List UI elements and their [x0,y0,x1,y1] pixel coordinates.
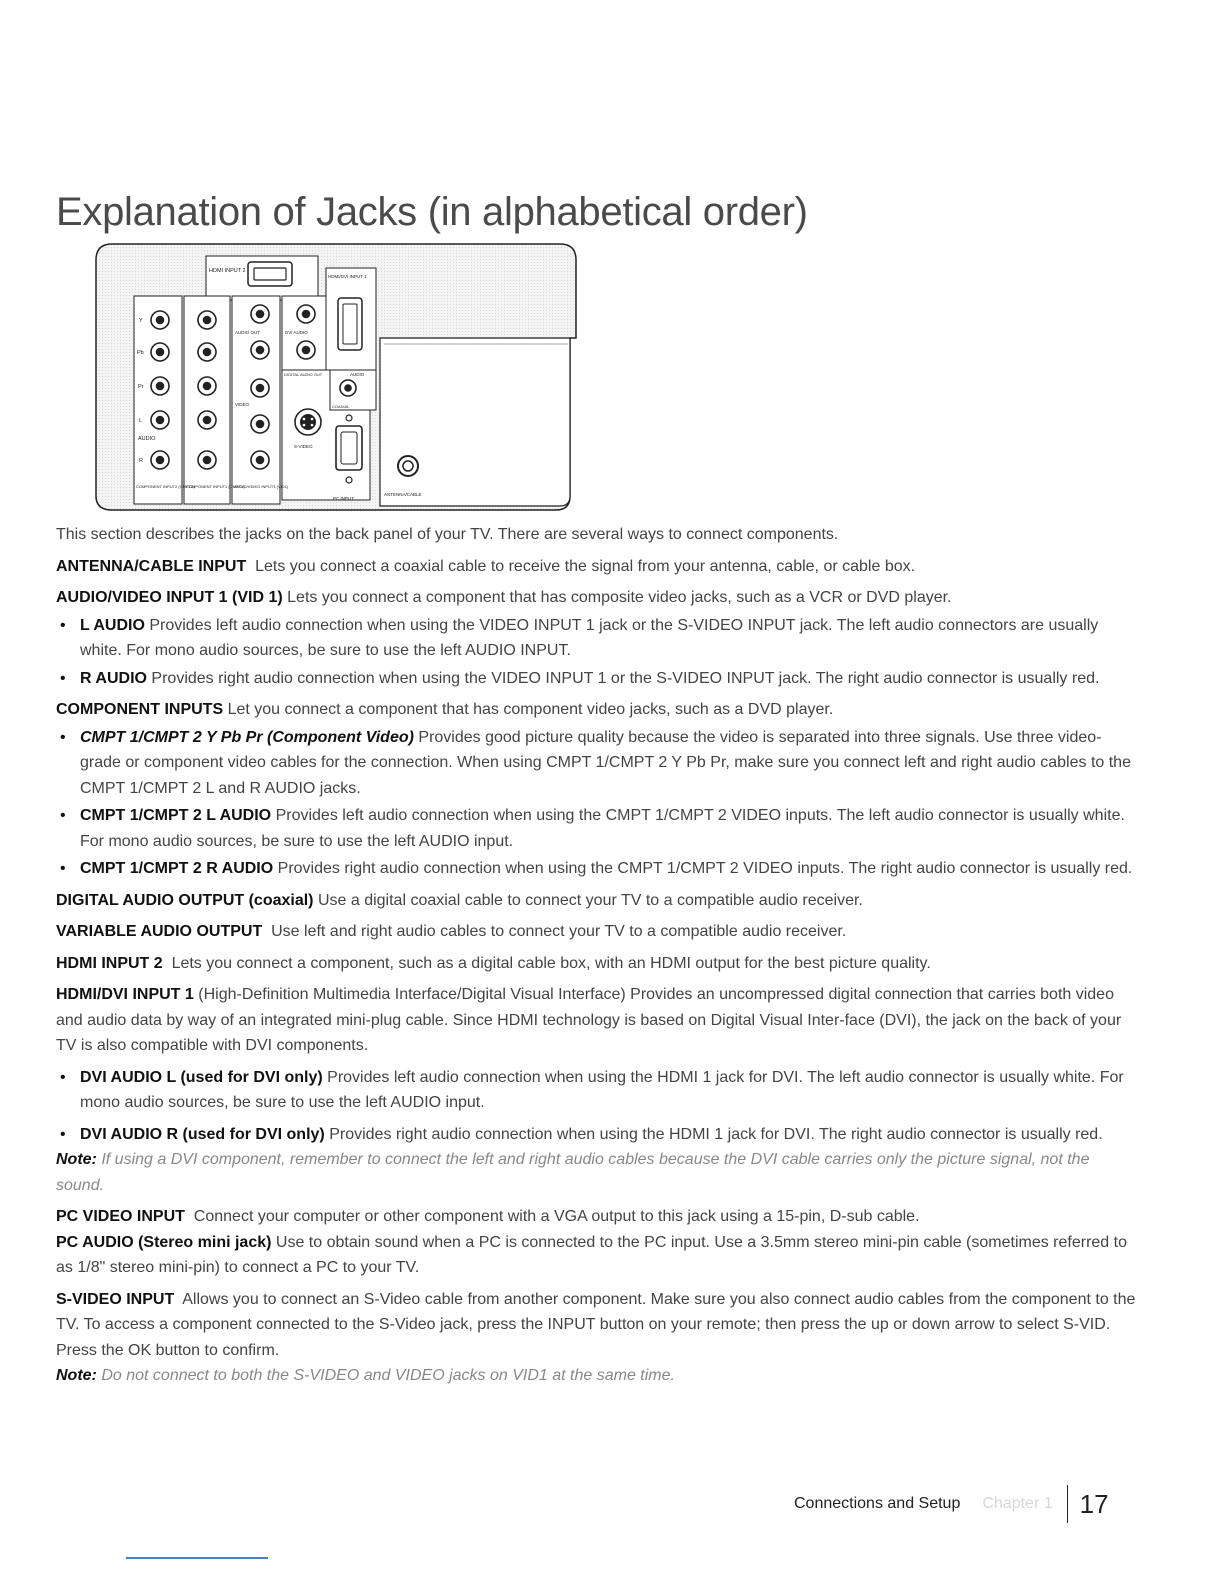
note-dvi: Note: If using a DVI component, remember to connect the left and right audio cables because the DVI cable carries only the picture signal, not the sound. [56,1151,1090,1194]
jack-r-label: R [139,458,143,464]
hdmi-input2-label: HDMI INPUT 2 [209,268,246,274]
entry-pc-audio: PC AUDIO (Stereo mini jack) Use to obtain sound when a PC is connected to the PC input. Use a 3.5mm stereo mini-pin cable (sometimes referred to as 1/8" stereo mini-pin) to connect a PC to your TV. [56,1233,1127,1276]
bullet-dvi-r: • DVI AUDIO R (used for DVI only) Provides right audio connection when using the HDMI 1 jack for DVI. The right audio connector is usually red. [56,1122,1136,1148]
entry-antenna: ANTENNA/CABLE INPUT Lets you connect a coaxial cable to receive the signal from your antenna, cable, or cable box. [56,557,916,575]
jack-descriptions [56,522,1136,1395]
entry-hdmi1: HDMI/DVI INPUT 1 (High-Definition Multimedia Interface/Digital Visual Interface) Provides an uncompressed digital connection that carries both video and audio data by way of an integrated mini-plug cable. Since HDMI technology is based on Digital Visual Inter-face (DVI), the jack on the back of your TV is also compatible with DVI components. [56,986,1122,1054]
digital-audio-out-label: DIGITAL AUDIO OUT [284,372,323,377]
entry-s-video: S-VIDEO INPUT Allows you to connect an S-Video cable from another component. Make sure you also connect audio cables from the component to the TV. To access a component connected to the S-Video jack, press the INPUT button on your remote; then press the up or down arrow to select S-VID. Press the OK button to confirm. [56,1290,1136,1359]
entry-audio-video: AUDIO/VIDEO INPUT 1 (VID 1) Lets you connect a component that has composite video jacks, such as a VCR or DVD player. [56,589,952,606]
jack-l-label: L [139,418,143,424]
footer-chapter: Chapter 1 [982,1495,1053,1512]
jack-y-label: Y [139,318,143,324]
antenna-cable-label: ANTENNA/CABLE [384,492,422,497]
hdmi-dvi-input1-label: HDMI/DVI INPUT 1 [328,274,367,279]
entry-label: AUDIO/VIDEO INPUT 1 (VID 1) [56,589,283,606]
audio-pc-label: AUDIO [350,372,365,377]
page-footer [794,1484,1109,1524]
bullet-cmpt-l-audio: • CMPT 1/CMPT 2 L AUDIO Provides left audio connection when using the CMPT 1/CMPT 2 VIDEO inputs. The left audio connector is usually white. For mono audio sources, be sure to use the left AUDIO input. [56,803,1136,854]
note-s-video: Note: Do not connect to both the S-VIDEO and VIDEO jacks on VID1 at the same time. [56,1367,675,1384]
entry-label: ANTENNA/CABLE INPUT [56,557,247,575]
entry-pc-video: PC VIDEO INPUT Connect your computer or other component with a VGA output to this jack using a 15-pin, D-sub cable. [56,1208,920,1225]
jack-pb-label: Pb [137,350,144,356]
entry-digital-audio: DIGITAL AUDIO OUTPUT (coaxial) Use a digital coaxial cable to connect your TV to a compatible audio receiver. [56,891,863,909]
jack-pr-label: Pr [138,384,144,390]
s-video-label: S-VIDEO [294,444,313,449]
bullet-l-audio: • L AUDIO Provides left audio connection when using the VIDEO INPUT 1 jack or the S-VIDEO INPUT jack. The left audio connectors are usually white. For mono audio sources, be sure to use the left AUDIO INPUT. [56,613,1136,664]
bullet-cmpt-video: • CMPT 1/CMPT 2 Y Pb Pr (Component Video) Provides good picture quality because the video is separated into three signals. Use three video-grade or component video cables for the connection. When using CMPT 1/CMPT 2 Y Pb Pr, make sure you connect left and right audio cables to the CMPT 1/CMPT 2 L and R AUDIO jacks. [56,725,1136,802]
video-label: VIDEO [235,402,250,407]
page-number: 17 [1079,1488,1109,1519]
bullet-dvi-l: • DVI AUDIO L (used for DVI only) Provides left audio connection when using the HDMI 1 jack for DVI. The left audio connector is usually white. For mono audio sources, be sure to use the left AUDIO input. [56,1065,1136,1116]
coaxial-label: COAXIAL [332,404,350,409]
audio-label-cmpt2: AUDIO [138,436,156,442]
entry-variable-audio: VARIABLE AUDIO OUTPUT Use left and right audio cables to connect your TV to a compatible audio receiver. [56,923,847,940]
pc-input-label: PC INPUT [333,496,355,501]
component1-label: COMPONENT INPUT1 (CMPT1) [186,484,245,489]
page-title: Explanation of Jacks (in alphabetical order) [56,190,808,234]
entry-label: COMPONENT INPUTS [56,701,224,718]
audio-out-label: AUDIO OUT [235,330,261,335]
intro-text: This section describes the jacks on the back panel of your TV. There are several ways to connect components. [56,526,839,543]
audio-video-label: AUDIO/VIDEO INPUT1 (VID1) [234,484,289,489]
back-panel-diagram [92,240,582,515]
entry-component: COMPONENT INPUTS Let you connect a component that has component video jacks, such as a DVD player. [56,701,834,718]
component2-label: COMPONENT INPUT2 (CMPT2) [136,484,195,489]
dvi-audio-label: DVI AUDIO [285,330,308,335]
entry-hdmi2: HDMI INPUT 2 Lets you connect a component, such as a digital cable box, with an HDMI output for the best picture quality. [56,954,931,972]
footer-divider [1067,1485,1068,1523]
bullet-r-audio: • R AUDIO Provides right audio connection when using the VIDEO INPUT 1 or the S-VIDEO INPUT jack. The right audio connector is usually red. [56,666,1136,692]
footer-section: Connections and Setup [794,1495,961,1512]
bottom-rule [126,1557,268,1559]
bullet-cmpt-r-audio: • CMPT 1/CMPT 2 R AUDIO Provides right audio connection when using the CMPT 1/CMPT 2 VIDEO inputs. The right audio connector is usually red. [56,856,1136,882]
